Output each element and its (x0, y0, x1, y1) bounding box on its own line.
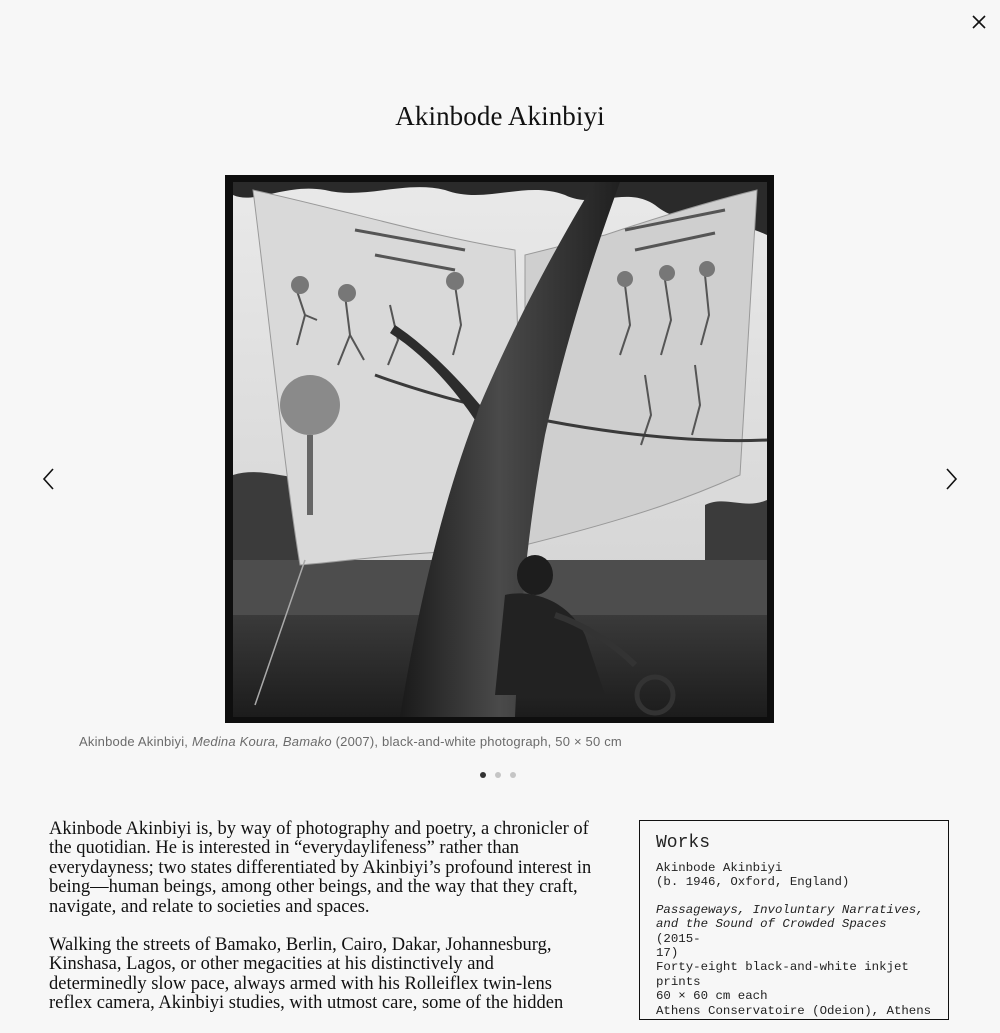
works-artist-name: Akinbode Akinbiyi (656, 861, 783, 875)
carousel-indicators (480, 772, 516, 780)
works-medium-line-1: Forty-eight black-and-white inkjet (656, 960, 909, 975)
works-location: Athens Conservatoire (Odeion), Athens (656, 1003, 932, 1018)
photo-caption (79, 734, 622, 749)
works-years-end: 17) (656, 946, 679, 961)
next-slide-button[interactable] (941, 465, 961, 493)
caption-work-title: Medina Koura, Bamako (191, 734, 332, 749)
artwork-photograph (225, 175, 774, 723)
carousel-dot-2[interactable] (495, 772, 501, 778)
works-years-start: (2015- (656, 931, 701, 946)
works-title-line-2: and the Sound of Crowded Spaces (656, 917, 887, 932)
artist-description (49, 820, 594, 1033)
works-title-line-1: Passageways, Involuntary Narratives, (656, 902, 924, 917)
carousel-dot-1[interactable] (480, 772, 486, 778)
chevron-right-icon (941, 465, 961, 493)
carousel-dot-3[interactable] (510, 772, 516, 778)
previous-slide-button[interactable] (39, 465, 59, 493)
close-button[interactable] (968, 11, 990, 33)
caption-details: (2007), black-and-white photograph, 50 × 50 cm (335, 734, 622, 749)
caption-artist: Akinbode Akinbiyi, (79, 734, 189, 749)
description-paragraph: Akinbode Akinbiyi is, by way of photography and poetry, a chronicler of the quotidian. He is interested in “everydaylifeness” rather than everydayness; two states differentiated by Akinbiyi’s profound interest in being—human beings, among other beings, and the way that they craft, navigate, and relate to societies and spaces. (49, 819, 592, 917)
works-dimensions: 60 × 60 cm each (656, 989, 768, 1004)
works-panel (639, 820, 949, 1020)
chevron-left-icon (39, 465, 59, 493)
description-paragraph: Walking the streets of Bamako, Berlin, Cairo, Dakar, Johannesburg, Kinshasa, Lagos, or other megacities at his distinctively and determinedly slow pace, always armed with his Rolleiflex twin-lens reflex camera, Akinbiyi studies, with utmost care, some of the hidden (49, 935, 564, 1014)
works-heading: Works (656, 833, 711, 853)
page-title: Akinbode Akinbiyi (395, 101, 605, 131)
works-medium-line-2: prints (656, 974, 701, 989)
close-icon (968, 11, 990, 33)
works-artist-birth: (b. 1946, Oxford, England) (656, 875, 850, 890)
